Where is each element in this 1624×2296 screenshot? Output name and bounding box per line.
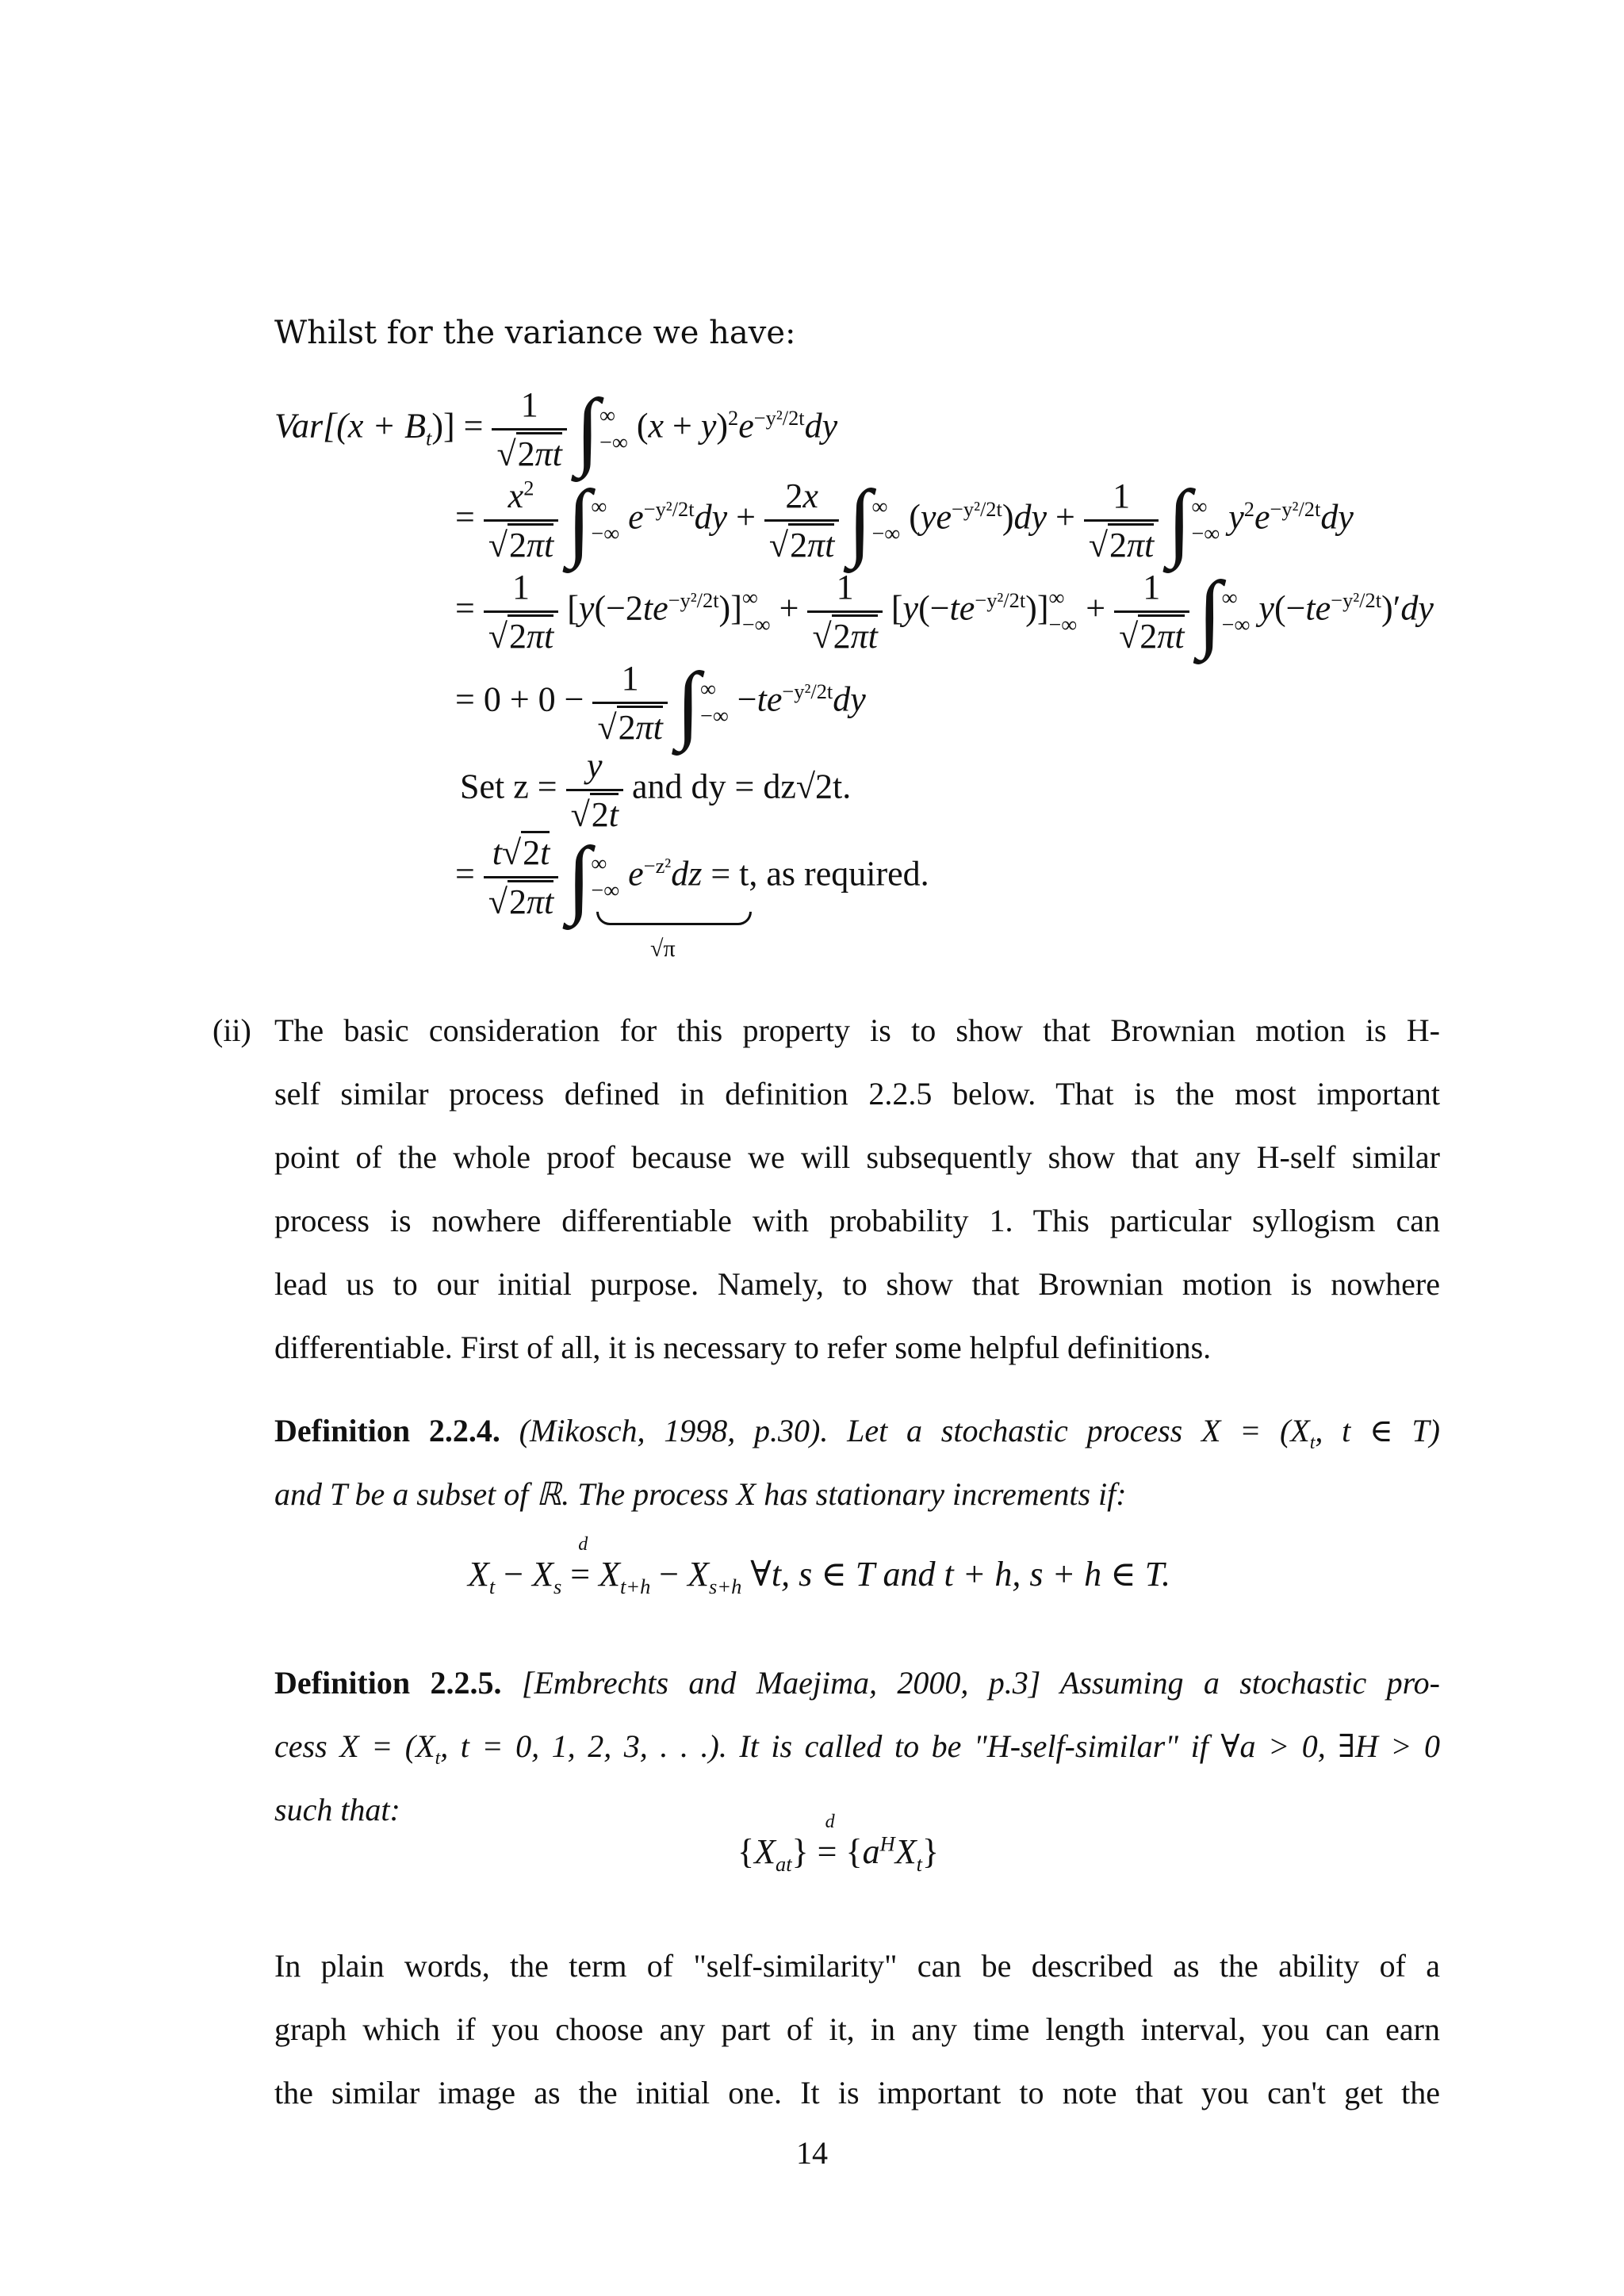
- definition-heading: Definition 2.2.4.: [274, 1413, 500, 1448]
- item-ii-line: point of the whole proof because we will subsequently show that any H-self similar: [274, 1139, 1440, 1175]
- variance-equation-line-4: = 0 + 0 − $\frac{1}{√2\pi t}$ ∫ ∞ −∞ $-te^{-y^2/2t}dy$: [455, 654, 866, 752]
- variance-equation-line-1: $Var[(x + B_t)]$ = $\frac{1}{√2\pi t}$ ∫ ∞ −∞ $(x + y)^2e^{-y^2/2t}dy$: [274, 381, 838, 478]
- intro-text: Whilst for the variance we have:: [274, 315, 796, 351]
- definition-2-2-4: Definition 2.2.4. (Mikosch, 1998, p.30). Let a stochastic process $X = (X_t$, t ∈ T) and T be a subset of ℝ. The process X has stationary increments if:: [274, 1413, 1440, 1512]
- definition-text: , t ∈ T): [1315, 1413, 1440, 1448]
- variance-equation-line-3: = $\frac{1}{√2\pi t}$ $[y(-2te^{-y^2/2t})]$ ∞ −∞ + $\frac{1}{√2\pi t}$ $[y(-te^{-y^2/2t})]$ ∞ −∞ + $\frac{1}{√2\pi t}$ ∫ ∞ −∞ $y(-te^{-y^2/2t})'dy$: [455, 563, 1434, 660]
- definition-text: and T be a subset of ℝ. The process X has stationary increments if:: [274, 1476, 1127, 1512]
- closing-line: graph which if you choose any part of it, in any time length interval, you can earn: [274, 2011, 1440, 2047]
- underbrace: [596, 912, 752, 925]
- closing-line: the similar image as the initial one. It is important to note that you can't get the: [274, 2075, 1440, 2110]
- item-ii-line: self similar process defined in definition 2.2.5 below. That is the most important: [274, 1076, 1440, 1112]
- item-ii-line: lead us to our initial purpose. Namely, to show that Brownian motion is nowhere: [274, 1266, 1440, 1302]
- definition-text: cess X = (X: [274, 1728, 435, 1764]
- definition-2-2-5: Definition 2.2.5. [Embrechts and Maejima, 2000, p.3] Assuming a stochastic pro- cess $X = (X_t$, t = 0, 1, 2, 3, . . .). It is called to be "H-self-similar" if ∀a > 0, ∃H > 0 such that:: [274, 1665, 1441, 1827]
- item-ii-label: (ii): [213, 1012, 251, 1048]
- definition-text: [Embrechts and Maejima, 2000, p.3] Assuming a stochastic pro-: [521, 1665, 1440, 1701]
- stationary-increments-formula: $X_t - X_s$ = d $X_{t+h} - X_{s+h}$ ∀t, s ∈ T and t + h, s + h ∈ T.: [468, 1534, 1170, 1598]
- definition-text: (Mikosch, 1998, p.30). Let a stochastic process X = (X: [519, 1413, 1310, 1448]
- variance-result-line: = $\frac{t√2t}{√2\pi t}$ ∫ ∞ −∞ $e^{-z^2}dz = t$, as required.: [455, 828, 929, 926]
- definition-heading: Definition 2.2.5.: [274, 1665, 502, 1701]
- underbrace-label: √π: [650, 936, 676, 962]
- item-ii-line: The basic consideration for this property is to show that Brownian motion is H-: [274, 1012, 1440, 1048]
- definition-text: , t = 0, 1, 2, 3, . . .). It is called to be "H-self-similar" if ∀a > 0, ∃H > 0: [440, 1728, 1441, 1764]
- closing-paragraph: [274, 1934, 1440, 2125]
- item-ii-line: differentiable. First of all, it is necessary to refer some helpful definitions.: [274, 1330, 1212, 1365]
- closing-line: In plain words, the term of "self-similarity" can be described as the ability of a: [274, 1948, 1440, 1984]
- variance-equation-line-2: = $\frac{x^2}{√2\pi t}$ ∫ ∞ −∞ $e^{-y^2/2t}dy$ + $\frac{2x}{√2\pi t}$ ∫ ∞ −∞ $(ye^{-y^2/2t})dy$ + $\frac{1}{√2\pi t}$ ∫ ∞ −∞ $y^2e^{-y^2/2t}dy$: [455, 472, 1354, 569]
- item-ii-paragraph: [274, 999, 1440, 1380]
- item-ii-line: process is nowhere differentiable with probability 1. This particular syllogism can: [274, 1203, 1440, 1238]
- self-similarity-formula: $\{X_{at}\}$ = d $\{a^HX_t\}$: [737, 1812, 940, 1876]
- page-number: 14: [796, 2135, 828, 2171]
- substitution-line: Set z = $\frac{y}{√2t}$ and dy = dz√2t.: [460, 746, 852, 834]
- definition-text: such that:: [274, 1792, 400, 1827]
